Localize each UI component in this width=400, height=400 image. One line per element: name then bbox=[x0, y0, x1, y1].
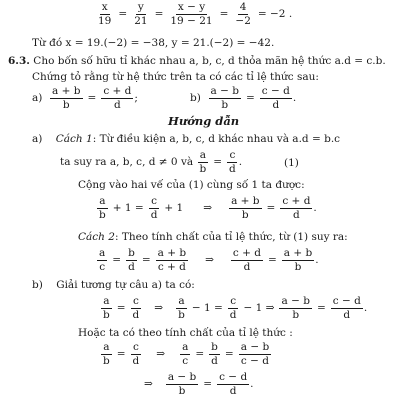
solution-a-step: Cộng vào hai vế của (1) cùng số 1 ta được: bbox=[78, 179, 305, 191]
fraction: $\frac{b}{d}$ bbox=[128, 247, 135, 273]
solution-a-equation-2: a b + 1 = $\frac{c}{d}$ + 1 ⇒ $\frac{a + b}{b}$ = $\frac{c + d}{d}$ . bbox=[99, 195, 317, 221]
solution-b-equation-1: $\frac{a}{b}$ = $\frac{c}{d}$ ⇒ a b − 1 = $\frac{c}{d}$ − 1 ⇒ $\frac{a - b}{b}$ = $\frac{c - d}{d}$ . bbox=[103, 295, 368, 321]
fraction: $\frac{a}{b}$ bbox=[103, 295, 110, 321]
fraction: $\frac{c}{d}$ bbox=[229, 295, 237, 321]
fraction: $\frac{a - b}{c - d}$ bbox=[240, 341, 270, 367]
equation-number: (1) bbox=[284, 157, 299, 169]
fraction: $\frac{c}{d}$ bbox=[132, 295, 140, 321]
fraction: $\frac{a - b}{b}$ bbox=[167, 371, 197, 397]
problem-number: 6.3. bbox=[8, 55, 30, 67]
fraction: $\frac{4}{-2}$ bbox=[235, 1, 251, 27]
fraction: $\frac{a + b}{b}$ bbox=[52, 85, 81, 111]
fraction: $\frac{c + d}{d}$ bbox=[232, 247, 261, 273]
fraction: $\frac{c}{d}$ bbox=[150, 195, 158, 221]
fraction: $\frac{a}{b}$ bbox=[103, 341, 110, 367]
solution-a-method-1: a) Cách 1 : Từ điều kiện a, b, c, d khác nhau và a.d = b.c bbox=[32, 133, 341, 145]
fraction: $\frac{a - b}{b}$ bbox=[281, 295, 310, 321]
fraction: $\frac{c - d}{d}$ bbox=[332, 295, 361, 321]
section-heading: Hướng dẫn bbox=[168, 114, 240, 128]
fraction: $\frac{a}{c}$ bbox=[182, 341, 189, 367]
solution-b-intro: b) Giải tương tự câu a) ta có: bbox=[32, 279, 195, 291]
problem-statement: 6.3. Cho bốn số hữu tỉ khác nhau a, b, c, d thỏa mãn hệ thức a.d = c.b. bbox=[8, 55, 386, 67]
fraction: $\frac{c}{d}$ bbox=[132, 341, 140, 367]
problem-statement-2: Chứng tỏ rằng từ hệ thức trên ta có các tỉ lệ thức sau: bbox=[32, 71, 319, 83]
fraction: $\frac{y}{21}$ bbox=[134, 1, 148, 27]
solution-b-equation-3: ⇒ $\frac{a - b}{b}$ = $\frac{c - d}{d}$ . bbox=[144, 371, 254, 397]
fraction: $\frac{c + d}{d}$ bbox=[103, 85, 132, 111]
fraction: $\frac{a}{c}$ bbox=[99, 247, 106, 273]
problem-part-b: b) $\frac{a - b}{b}$ = $\frac{c - d}{d}$ . bbox=[190, 85, 297, 111]
fraction: $\frac{c - d}{d}$ bbox=[219, 371, 248, 397]
fraction: $\frac{c}{d}$ bbox=[229, 149, 236, 175]
solution-b-equation-2: $\frac{a}{b}$ = $\frac{c}{d}$ ⇒ $\frac{a}{c}$ = $\frac{b}{d}$ = $\frac{a - b}{c - d}$ bbox=[103, 341, 270, 367]
fraction: $\frac{x}{19}$ bbox=[98, 1, 112, 27]
fraction: $\frac{x - y}{19 - 21}$ bbox=[170, 1, 213, 27]
fraction: $\frac{a + b}{b}$ bbox=[283, 247, 313, 273]
solution-a-equation-3: $\frac{a}{c}$ = $\frac{b}{d}$ = $\frac{a + b}{c + d}$ ⇒ $\frac{c + d}{d}$ = $\frac{a + b}{b}$ . bbox=[99, 247, 319, 273]
result-line: Từ đó x = 19.(−2) = −38, y = 21.(−2) = −42. bbox=[32, 37, 275, 49]
fraction: $\frac{a + b}{c + d}$ bbox=[157, 247, 187, 273]
fraction: $\frac{a - b}{b}$ bbox=[210, 85, 239, 111]
solution-a-method-2: Cách 2 : Theo tính chất của tỉ lệ thức, từ (1) suy ra: bbox=[78, 231, 348, 243]
fraction: a b bbox=[178, 295, 185, 321]
fraction: $\frac{c - d}{d}$ bbox=[261, 85, 290, 111]
fraction: $\frac{c + d}{d}$ bbox=[282, 195, 311, 221]
ratio-equation: $\frac{x}{19}$ = $\frac{y}{21}$ = $\frac{x - y}{19 - 21}$ = $\frac{4}{-2}$ = −2 . bbox=[98, 1, 293, 27]
solution-a-derivation: ta suy ra a, b, c, d ≠ 0 và $\frac{a}{b}$ = $\frac{c}{d}$ . bbox=[60, 149, 243, 175]
fraction: $\frac{a + b}{b}$ bbox=[231, 195, 260, 221]
solution-b-alternative: Hoặc ta có theo tính chất của tỉ lệ thức : bbox=[78, 327, 293, 339]
fraction: $\frac{b}{d}$ bbox=[211, 341, 218, 367]
fraction: $\frac{a}{b}$ bbox=[199, 149, 207, 175]
problem-part-a: a) $\frac{a + b}{b}$ = $\frac{c + d}{d}$ ; bbox=[32, 85, 138, 111]
fraction: a b bbox=[99, 195, 106, 221]
